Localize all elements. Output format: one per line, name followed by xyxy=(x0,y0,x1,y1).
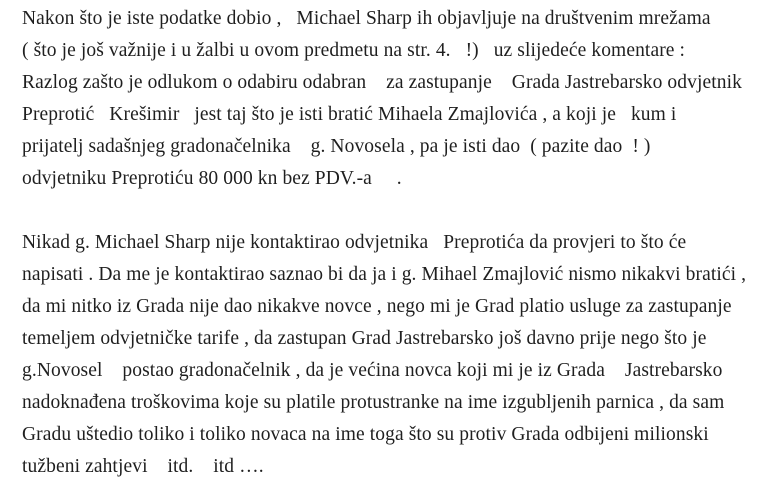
text-line: nadoknađena troškovima koje su platile protustranke na ime izgubljenih parnica , da sam xyxy=(22,392,725,413)
text-line: ( što je još važnije i u žalbi u ovom predmetu na str. 4. !) uz slijedeće komentare : xyxy=(22,40,686,61)
text-line: napisati . Da me je kontaktirao saznao bi da ja i g. Mihael Zmajlović nismo nikakvi bratići , xyxy=(22,264,747,285)
text-line: Nakon što je iste podatke dobio , Michael Sharp ih objavljuje na društvenim mrežama xyxy=(22,8,711,29)
text-line: odvjetniku Preprotiću 80 000 kn bez PDV.-a . xyxy=(22,168,402,189)
text-line: Preprotić Krešimir jest taj što je isti bratić Mihaela Zmajlovića , a koji je kum i xyxy=(22,104,677,125)
text-line: temeljem odvjetničke tarife , da zastupan Grad Jastrebarsko još davno prije nego što je xyxy=(22,328,707,349)
text-line: g.Novosel postao gradonačelnik , da je većina novca koji mi je iz Grada Jastrebarsko xyxy=(22,360,723,381)
text-line: da mi nitko iz Grada nije dao nikakve novce , nego mi je Grad platio usluge za zastupanje xyxy=(22,296,732,317)
text-line: prijatelj sadašnjeg gradonačelnika g. Novosela , pa je isti dao ( pazite dao ! ) xyxy=(22,136,651,157)
text-line: tužbeni zahtjevi itd. itd …. xyxy=(22,456,264,477)
text-line: Nikad g. Michael Sharp nije kontaktirao odvjetnika Preprotića da provjeri to što će xyxy=(22,232,687,253)
text-line: Gradu uštedio toliko i toliko novaca na ime toga što su protiv Grada odbijeni milionski xyxy=(22,424,709,445)
text-line: Razlog zašto je odlukom o odabiru odabran za zastupanje Grada Jastrebarsko odvjetnik xyxy=(22,72,742,93)
